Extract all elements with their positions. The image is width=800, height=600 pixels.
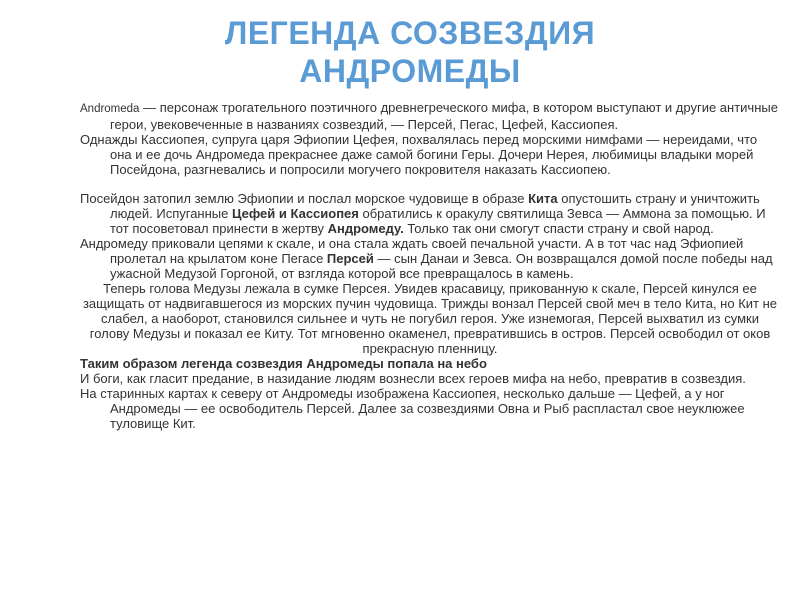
page-title [80,14,740,90]
text-span: обратились к оракулу святилища Зевса — Аммона за помощью. И тот посоветовал принести в жертву [110,206,766,236]
paragraph-cassiopeia: Однажды Кассиопея, супруга царя Эфиопии Цефея, похвалялась перед морскими нимфами — нереидами, что она и ее дочь Андромеда прекраснее даже самой богини Геры. Дочери Нерея, любимицы владыки морей Посейдона, разгневались и попросили могучего покровителя наказать Кассиопею. [80,132,758,177]
andromeda-latin: Andromeda [80,103,140,115]
bold-andromeda: Андромеду. [327,221,404,236]
title-line-1: ЛЕГЕНДА СОЗВЕЗДИЯ [224,15,596,51]
bold-conclusion: Таким образом легенда созвездия Андромеды попала на небо [80,356,487,371]
bold-perseus: Персей [326,251,374,266]
paragraph-poseidon [80,191,780,236]
paragraph-intro [80,100,780,132]
title-line-2: АНДРОМЕДЫ [299,53,521,89]
text-span: Только так они смогут спасти страну и свой народ. [403,221,714,236]
intro-text: — персонаж трогательного поэтичного древнегреческого мифа, в котором выступают и другие античные герои, увековеченные в названиях созвездий, — Персей, Пегас, Цефей, Кассиопея. [110,100,778,132]
paragraph-maps: На старинных картах к северу от Андромеды изображена Кассиопея, несколько дальше — Цефей, а у ног Андромеды — ее освободитель Персей. Далее за созвездиями Овна и Рыб распластал свое неуклюжее туловище Кит. [80,386,745,431]
text-span: Андромеду приковали цепями к скале, и она стала ждать своей печальной участи. А в тот час над Эфиопией пролетал на крылатом коне Пегасе [80,236,744,266]
spacer [80,177,780,191]
paragraph-conclusion-heading [80,356,780,371]
bold-kit: Кита [528,191,558,206]
text-span: Посейдон затопил землю Эфиопии и послал морское чудовище в образе [80,191,529,206]
paragraph-gods: И боги, как гласит предание, в назидание людям вознесли всех героев мифа на небо, превратив в созвездия. [80,371,746,386]
legend-text [80,100,780,431]
bold-cepheus-cassiopeia: Цефей и Кассиопея [231,206,359,221]
text-span: — сын Данаи и Зевса. Он возвращался домой после победы над ужасной Медузой Горгоной, от взгляда которой все превращалось в камень. [110,251,773,281]
paragraph-medusa: Теперь голова Медузы лежала в сумке Персея. Увидев красавицу, прикованную к скале, Персей кинулся ее защищать от надвигавшегося из морских пучин чудовища. Трижды вонзал Персей свой меч в тело Кита, но Кит не слабел, а наоборот, становился сильнее и чуть не погубил героя. Уже изнемогая, Персей выхватил из сумки голову Медузы и показал ее Киту. Тот мгновенно окаменел, превратившись в остров. Персей освободил от оков прекрасную пленницу. [82,281,778,356]
text-span: опустошить страну и уничтожить людей. Испуганные [110,191,760,221]
paragraph-perseus [80,236,780,281]
